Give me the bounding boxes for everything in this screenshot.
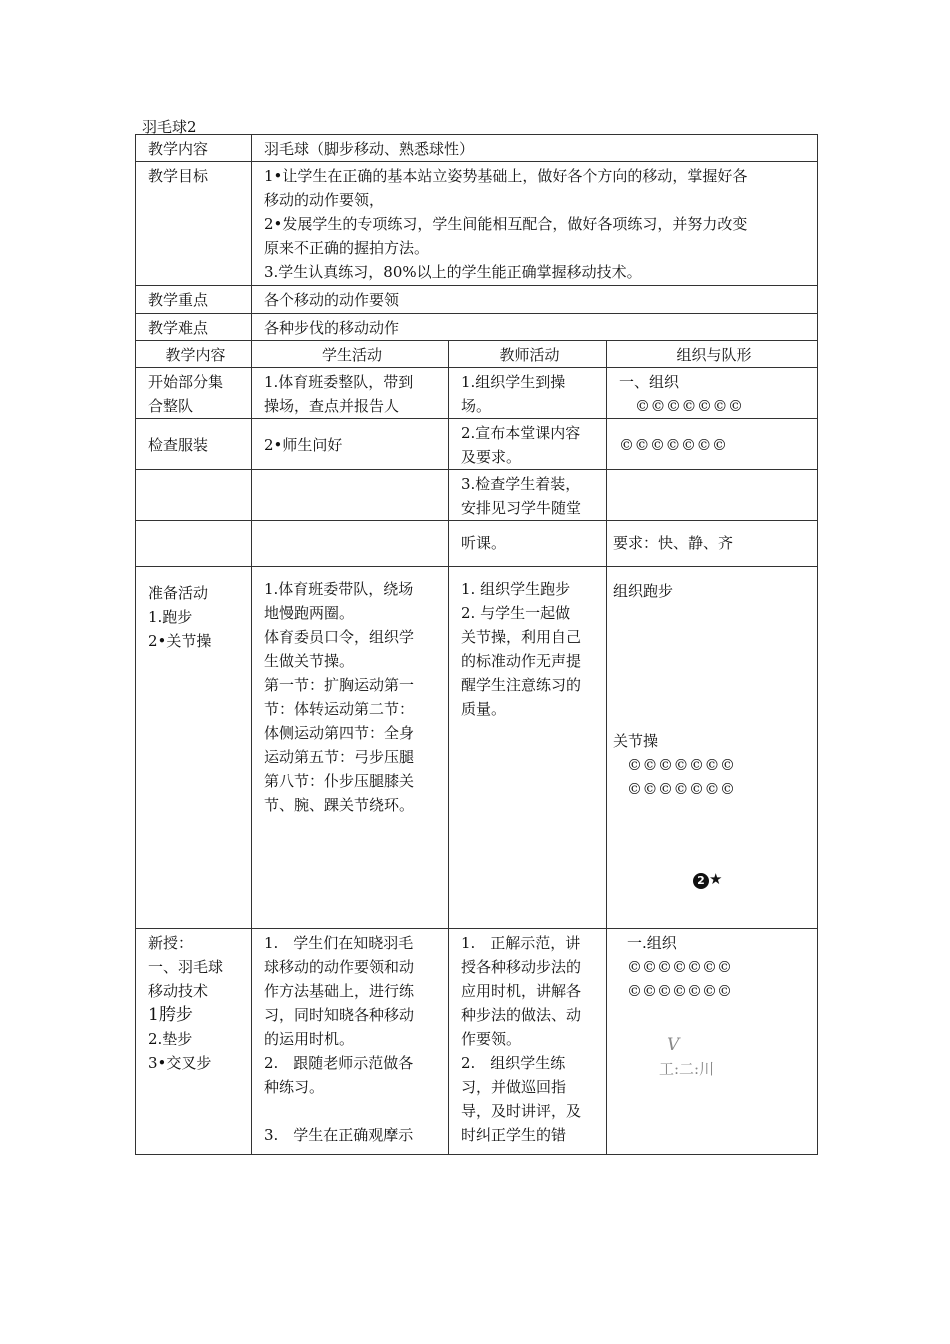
row-goals [136, 162, 818, 286]
goal-line: 原来不正确的握拍方法。 [264, 239, 430, 257]
formation-marks: ©©©©©©© [627, 780, 736, 798]
new-organization: 一.组织 ©©©©©©© ©©©©©©© V 工:二:川 [607, 929, 818, 1155]
warmup-student: 1.体育班委带队，绕场 地慢跑两圈。 体育委员口令，组织学 生做关节操。 第一节：扩胸运动第一 节：体转运动第二节： 体侧运动第四节：全身 运动第五节：弓步压腿 第八节：仆步压腿膝关 节、腕、踝关节绕环。 [252, 567, 449, 929]
formation-marks: ©©©©©©© [607, 419, 818, 470]
listen-teacher: 听课。 [449, 521, 607, 567]
field-sketch: 工:二:川 [659, 1060, 715, 1078]
row-new-lesson [136, 929, 818, 1155]
column-header-row [136, 341, 818, 368]
difficulty-value: 各种步伐的移动动作 [252, 314, 818, 341]
row-listen [136, 521, 818, 567]
goal-line: 3.学生认真练习，80%以上的学生能正确掌握移动技术。 [264, 263, 642, 281]
goal-line: 移动的动作要领， [264, 191, 385, 209]
check-content: 检查服装 [136, 419, 252, 470]
v-mark: V [667, 1035, 680, 1055]
lesson-plan-table [135, 134, 818, 1155]
row-warmup [136, 567, 818, 929]
attire-teacher: 3.检查学生着装， 安排见习学牛随堂 [449, 470, 607, 521]
listen-requirement: 要求：快、静、齐 [607, 521, 818, 567]
new-content: 新授： 一、羽毛球 移动技术 1胯步 2.垫步 3•交叉步 [136, 929, 252, 1155]
row-key [136, 286, 818, 314]
start-student: 1.体育班委整队，带到 操场，查点并报告人 [252, 368, 449, 419]
start-organization: 一、组织 ©©©©©©© [607, 368, 818, 419]
header-teacher: 教师活动 [449, 341, 607, 368]
warmup-content: 准备活动 1.跑步 2•关节操 [136, 567, 252, 929]
check-teacher: 2.宣布本堂课内容 及要求。 [449, 419, 607, 470]
document-title: 羽毛球2 [142, 118, 197, 136]
header-organization: 组织与队形 [607, 341, 818, 368]
org-run-label: 组织跑步 [613, 582, 674, 600]
goal-label: 教学目标 [136, 162, 252, 286]
teacher-position [613, 867, 809, 891]
goal-line: 2•发展学生的专项练习，学生间能相互配合，做好各项练习，并努力改变 [264, 215, 748, 233]
row-difficulty [136, 314, 818, 341]
check-student: 2•师生问好 [252, 419, 449, 470]
difficulty-label: 教学难点 [136, 314, 252, 341]
header-content: 教学内容 [136, 341, 252, 368]
row-check [136, 419, 818, 470]
goal-cell [252, 162, 818, 286]
formation-marks: ©©©©©©© [635, 397, 744, 415]
warmup-teacher: 1. 组织学生跑步 2. 与学生一起做 关节操，利用自己 的标准动作无声提 醒学生注意练习的 质量。 [449, 567, 607, 929]
start-teacher: 1.组织学生到操 场。 [449, 368, 607, 419]
warmup-organization [607, 567, 818, 929]
new-teacher: 1. 正解示范，讲 授各种移动步法的 应用时机，讲解各 种步法的做法、动 作要领。 2. 组织学生练 习，并做巡回指 导，及时讲评，及 时纠正学生的错 [449, 929, 607, 1155]
row-attire [136, 470, 818, 521]
formation-marks: ©©©©©©© [627, 958, 732, 976]
header-student: 学生活动 [252, 341, 449, 368]
key-label: 教学重点 [136, 286, 252, 314]
row-content [136, 135, 818, 162]
org-joint-label: 关节操 [613, 732, 659, 750]
goal-line: 1•让学生在正确的基本站立姿势基础上，做好各个方向的移动，掌握好各 [264, 167, 748, 185]
start-content: 开始部分集 合整队 [136, 368, 252, 419]
row-start [136, 368, 818, 419]
new-student: 1. 学生们在知晓羽毛 球移动的动作要领和动 作方法基础上，进行练 习，同时知晓各种移动 的运用时机。 2. 跟随老师示范做各 种练习。 3. 学生在正确观摩示 [252, 929, 449, 1155]
formation-marks: ©©©©©©© [627, 982, 732, 1000]
star-icon: ★ [709, 870, 723, 888]
content-value: 羽毛球（脚步移动、熟悉球性） [252, 135, 818, 162]
formation-marks: ©©©©©©© [627, 756, 736, 774]
number-2-badge-icon: 2 [693, 873, 709, 889]
content-label: 教学内容 [136, 135, 252, 162]
key-value: 各个移动的动作要领 [252, 286, 818, 314]
